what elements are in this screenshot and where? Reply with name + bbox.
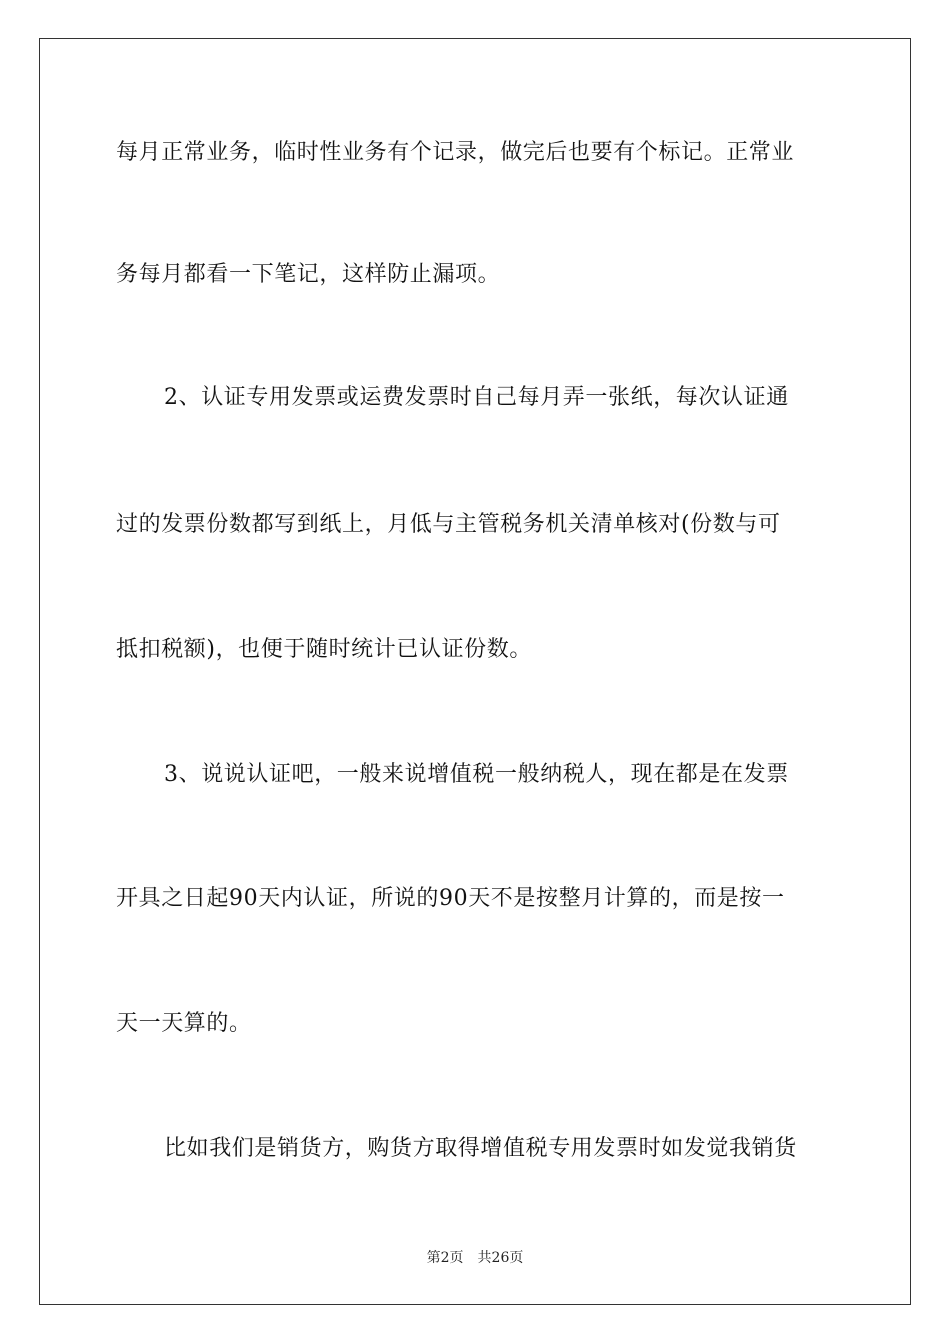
page-number: 第2页 xyxy=(426,1250,464,1266)
paragraph-line: 比如我们是销货方，购货方取得增值税专用发票时如发觉我销货 xyxy=(164,1136,797,1161)
paragraph-line: 抵扣税额)，也便于随时统计已认证份数。 xyxy=(116,637,532,662)
total-pages: 共26页 xyxy=(477,1250,524,1266)
paragraph-line: 过的发票份数都写到纸上，月低与主管税务机关清单核对(份数与可 xyxy=(116,512,781,537)
paragraph-line: 开具之日起90天内认证，所说的90天不是按整月计算的，而是按一 xyxy=(116,886,785,911)
paragraph-line: 天一天算的。 xyxy=(116,1011,252,1036)
paragraph-line: 每月正常业务，临时性业务有个记录，做完后也要有个标记。正常业 xyxy=(116,140,795,165)
paragraph-line: 务每月都看一下笔记，这样防止漏项。 xyxy=(116,262,501,287)
page-border xyxy=(39,38,911,1305)
paragraph-line: 3、说说认证吧，一般来说增值税一般纳税人，现在都是在发票 xyxy=(164,762,789,787)
page-footer xyxy=(0,1249,950,1267)
paragraph-line: 2、认证专用发票或运费发票时自己每月弄一张纸，每次认证通 xyxy=(164,385,789,410)
